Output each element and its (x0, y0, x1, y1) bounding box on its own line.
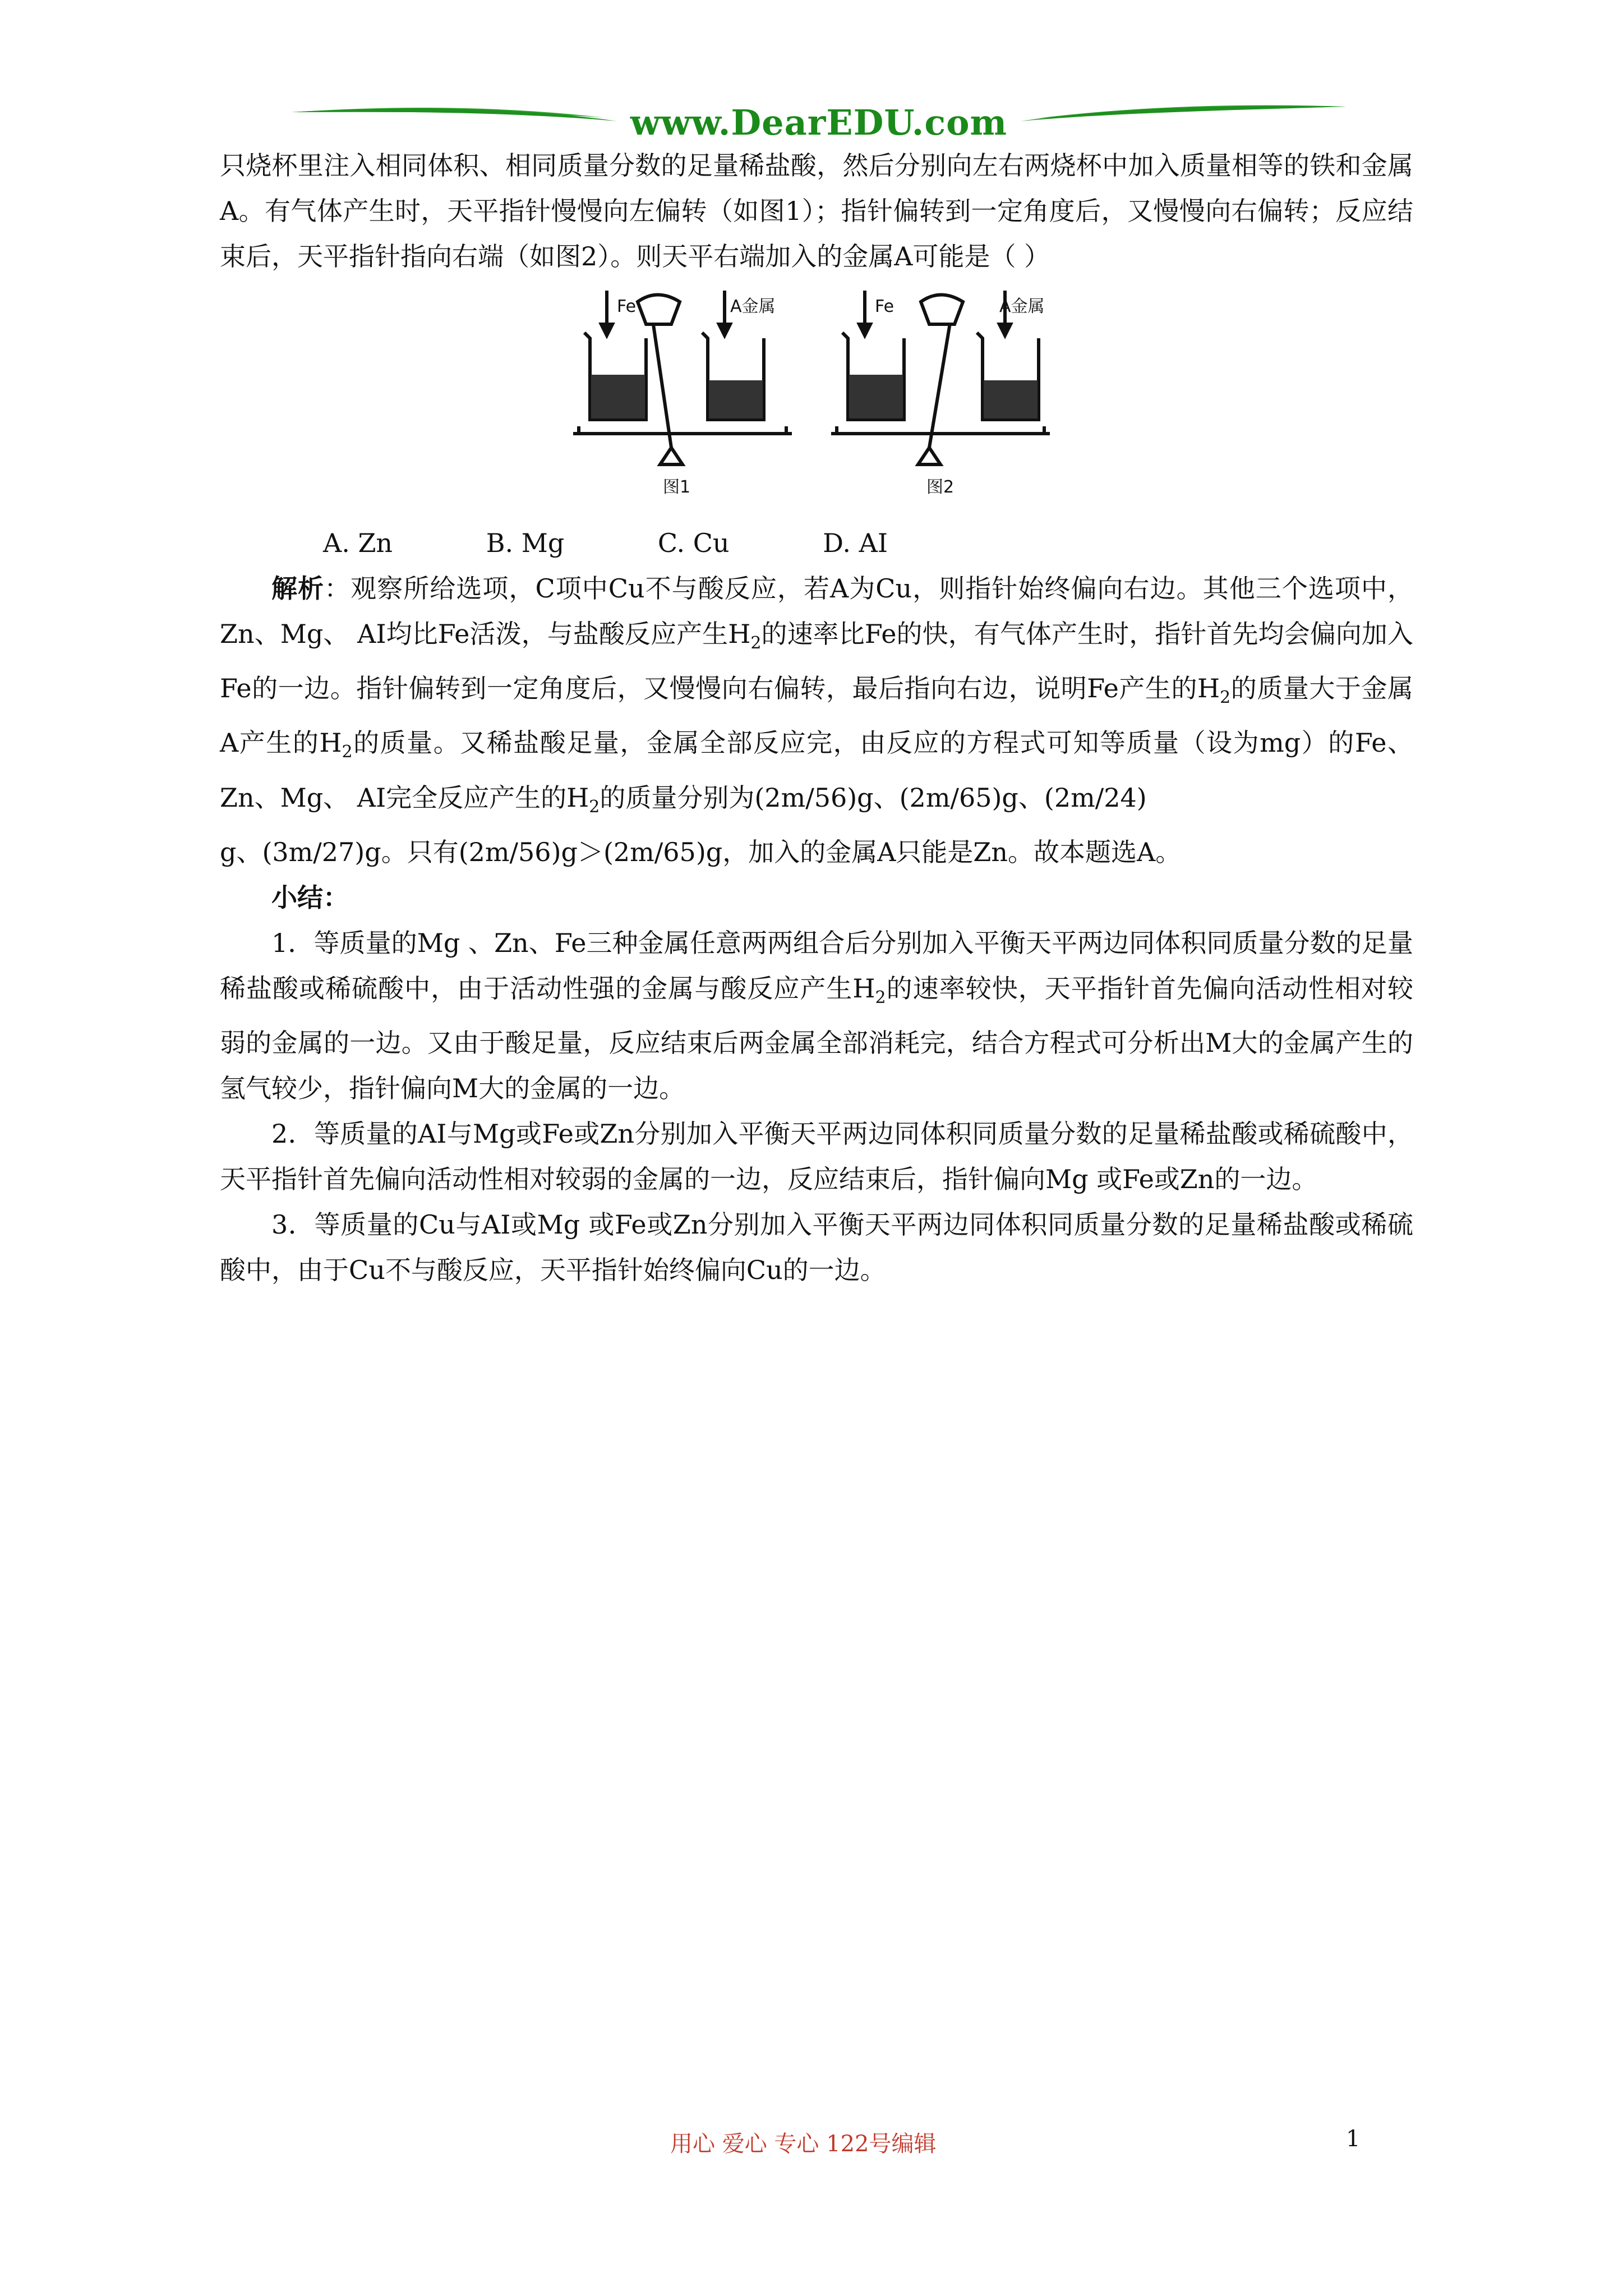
site-logo-text: www.DearEDU.com (630, 102, 1008, 143)
analysis-label: 解析 (271, 573, 325, 604)
question-stem: 只烧杯里注入相同体积、相同质量分数的足量稀盐酸，然后分别向左右两烧杯中加入质量相等的铁和金属A。有气体产生时，天平指针慢慢向左偏转（如图1）；指针偏转到一定角度后，又慢慢向右偏转；反应结束后，天平指针指向右端（如图2）。则天平右端加入的金属A可能是（ ） (220, 150, 1413, 272)
fig2-caption: 图2 (926, 477, 955, 497)
site-header (292, 95, 1346, 146)
summary-item-3: 3．等质量的Cu与AI或Mg 或Fe或Zn分别加入平衡天平两边同体积同质量分数的足量稀盐酸或稀硫酸中，由于Cu不与酸反应，天平指针始终偏向Cu的一边。 (220, 1209, 1413, 1285)
choice-d: D. AI (823, 528, 888, 558)
choice-a: A. Zn (323, 528, 393, 558)
footer-text: 用心 爱心 专心 122号编辑 (670, 2131, 937, 2157)
analysis-line1d: 的质量。又稀盐酸足量，金属全部反应完，由反应的方程式可知等质量（设为mg）的Fe、Zn、Mg、 AI完全反应产生的H (220, 728, 1413, 813)
analysis-line2: g、(3m/27)g。只有(2m/56)g＞(2m/65)g，加入的金属A只能是Zn。故本题选A。 (220, 836, 1182, 867)
needle-1 (652, 313, 671, 448)
summary-label: 小结： (271, 882, 349, 913)
document-body (220, 143, 1413, 1293)
fig1-metal-label: A金属 (730, 297, 776, 316)
page-number: 1 (1346, 2126, 1361, 2152)
page-footer (0, 2126, 1623, 2160)
fig2-metal-label: A金属 (999, 297, 1045, 316)
analysis-line1b: 的速率比Fe的快，有气体产生时，指针首先均会偏向加入Fe的一边。指针偏转到一定角度后，又慢慢向右偏转，最后指向右边，说明Fe产生的H (220, 619, 1414, 704)
balance-figure (220, 279, 1413, 666)
analysis-line1: 观察所给选项，C项中Cu不与酸反应，若A为Cu，则指针始终偏向右边。其他三个选项中，Zn、Mg、 AI均比Fe活泼，与盐酸反应产生H (220, 573, 1414, 649)
fig1-caption: 图1 (663, 477, 691, 497)
choice-c: C. Cu (657, 528, 730, 558)
pivot-1 (660, 448, 683, 464)
analysis-line1c: 的质量大于金属A产生的H (220, 673, 1413, 758)
analysis-line1e: 的质量分别为(2m/56)g、(2m/65)g、(2m/24) (600, 782, 1147, 813)
fig1-fe-label: Fe (617, 297, 637, 316)
analysis-paragraph: 解析：观察所给选项，C项中Cu不与酸反应，若A为Cu，则指针始终偏向右边。其他三个选项中，Zn、Mg、 AI均比Fe活泼，与盐酸反应产生$H_2$的速率比Fe的快，有气体产生时，指针首先均会偏向加入Fe的一边。指针偏转到一定角度后，又慢慢向右偏转，最后指向右边，说明Fe产生的$H_2$的质量大于金属A产生的$H_2$的质量。又稀盐酸足量，金属全部反应完，由反应的方程式可知等质量（设为mg）的Fe、Zn、Mg、 AI完全反应产生的$H_2$的质量分别为(2m/56)g、(2m/65)g、(2m/24) (220, 573, 1414, 817)
fig2-fe-label: Fe (875, 297, 895, 316)
scale-1 (638, 295, 680, 325)
summary-item-2: 2．等质量的AI与Mg或Fe或Zn分别加入平衡天平两边同体积同质量分数的足量稀盐酸或稀硫酸中，天平指针首先偏向活动性相对较弱的金属的一边，反应结束后，指针偏向Mg 或Fe或Zn的一边。 (220, 1118, 1413, 1194)
summary-item-1: 1．等质量的Mg 、Zn、Fe三种金属任意两两组合后分别加入平衡天平两边同体积同质量分数的足量稀盐酸或稀硫酸中，由于活动性强的金属与酸反应产生$H_2$的速率较快，天平指针首先偏向活动性相对较弱的金属的一边。又由于酸足量，反应结束后两金属全部消耗完，结合方程式可分析出M大的金属产生的氢气较少，指针偏向M大的金属的一边。 (220, 927, 1413, 1103)
choice-b: B. Mg (486, 528, 565, 558)
